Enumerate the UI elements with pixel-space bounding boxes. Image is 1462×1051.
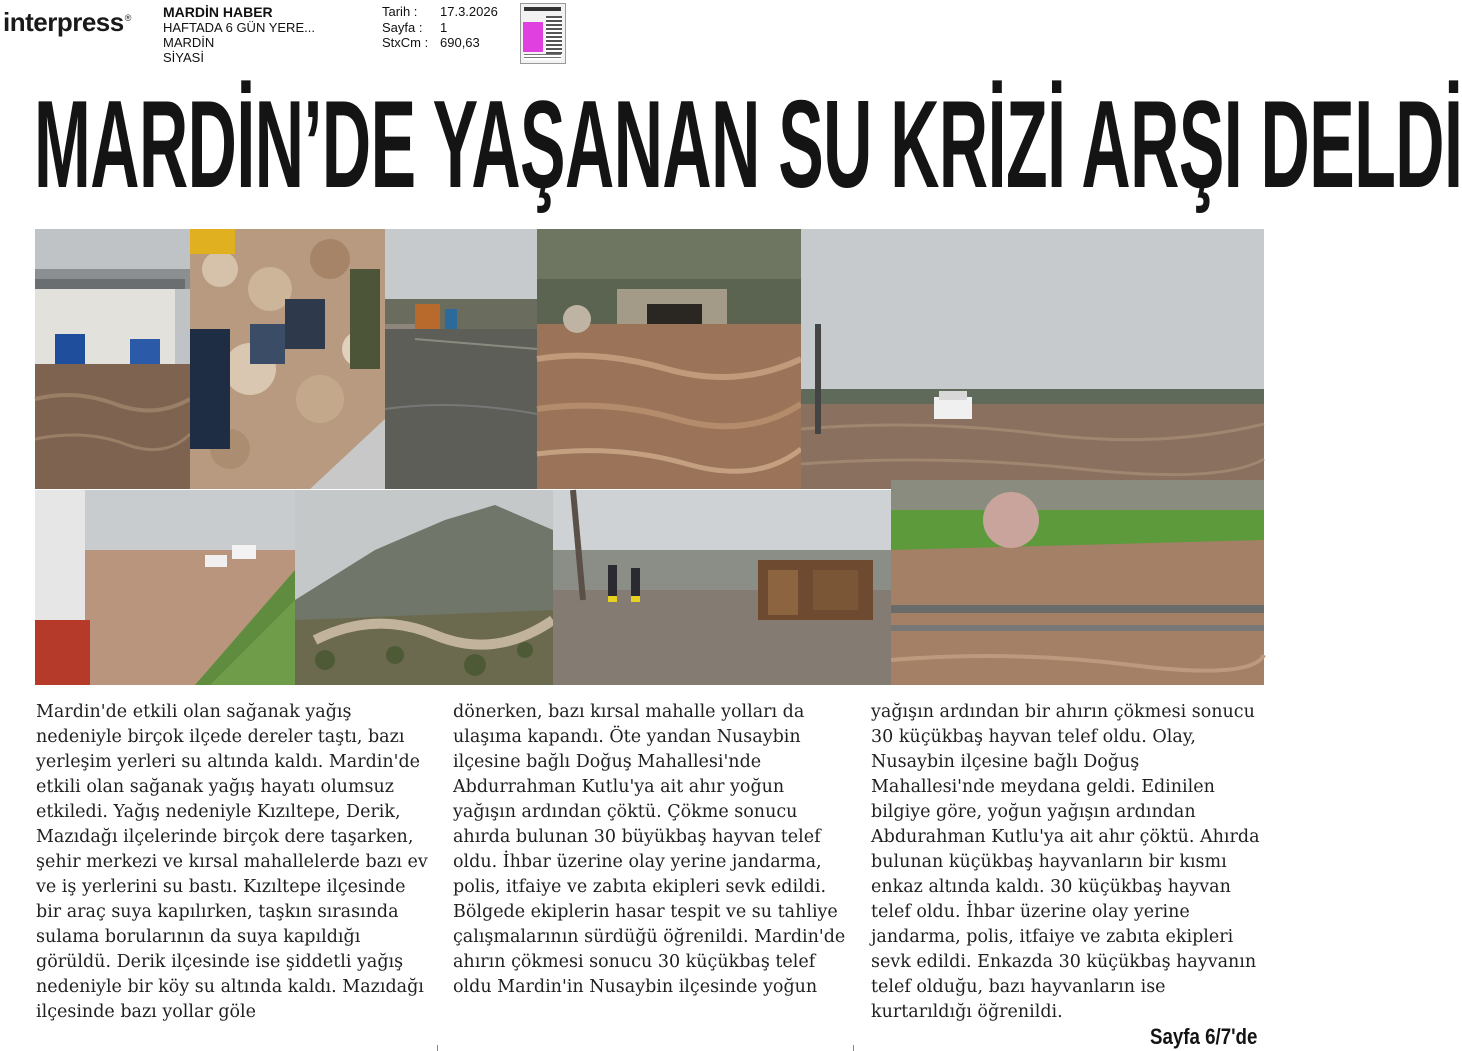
meta-label: Tarih : [382,4,418,19]
photo-collapsed-barn [553,490,891,685]
column-separator [437,1045,438,1051]
meta-row-page [382,20,498,36]
article-column-1: Mardin'de etkili olan sağanak yağış nedeniyle birçok ilçede dereler taştı, bazı yerleşim yerleri su altında kaldı. Mardin'de etkili olan sağanak yağış hayatı olumsuz etkiledi. Yağış nedeniyle Kızıltepe, Derik, Mazıdağı ilçelerinde birçok dere taşarken, şehir merkezi ve kırsal mahallelerde bazı ev ve iş yerlerini su bastı. Kızıltepe ilçesinde bir araç suya kapılırken, taşkın sırasında sulama borularının da suya kapıldığı görüldü. Derik ilçesinde ise şiddetli yağış nedeniyle bir köy su altında kaldı. Mazıdağı ilçesinde bazı yollar göle [36,702,428,1022]
column-separator [853,1045,854,1051]
photo-culvert-torrent [537,229,801,489]
photo-flooded-yard [385,229,537,489]
photo-mountain-valley-flood [295,490,553,685]
publication-frequency: HAFTADA 6 GÜN YERE... [163,20,315,35]
publication-info [163,5,315,65]
meta-label: StxCm : [382,35,429,50]
article-column-3: yağışın ardından bir ahırın çökmesi sonucu 30 küçükbaş hayvan telef oldu. Olay, Nusaybin ilçesine bağlı Doğuş Mahallesi'nde meydana geldi. Edinilen bilgiye göre, yoğun yağışın ardından Abdurahman Kutlu'ya ait ahır çöktü. Ahırda bulunan küçükbaş hayvanların bir kısmı enkaz altında kaldı. 30 küçükbaş hayvan telef oldu. İhbar üzerine olay yerine jandarma, polis, itfaiye ve zabıta ekipleri sevk edildi. Enkazda 30 küçükbaş hayvanın telef olduğu, bazı hayvanların ise kurtarıldığı öğrenildi. [871,702,1260,1022]
headline: MARDİN’DE YAŞANAN SU KRİZİ ARŞI DELDİ [34,76,1462,214]
meta-value: 1 [440,19,448,35]
interpress-logo [3,7,131,38]
meta-label: Sayfa : [382,19,423,35]
clipping-metadata [382,4,498,51]
photo-river-bridge [891,480,1264,685]
photo-rescue-rubble [190,229,385,489]
photo-flooded-building [35,229,190,489]
logo-text: interpress [3,7,124,37]
publication-city: MARDİN [163,35,215,50]
continued-page-reference: Sayfa 6/7'de [1150,1024,1258,1049]
publication-category: SİYASİ [163,50,204,65]
page-thumbnail[interactable] [520,3,566,64]
registered-mark: ® [124,13,131,24]
meta-value: 690,63 [440,35,480,50]
publication-name: MARDİN HABER [163,4,273,20]
meta-row-stxcm [382,35,498,51]
meta-value: 17.3.2026 [440,4,498,19]
photo-flooded-road-car [801,229,1264,489]
article-column-2: dönerken, bazı kırsal mahalle yolları da ulaşıma kapandı. Öte yandan Nusaybin ilçesine bağlı Doğuş Mahallesi'nde Abdurrahman Kutlu'ya ait ahır yoğun yağışın ardından çöktü. Çökme sonucu ahırda bulunan 30 büyükbaş hayvan telef oldu. İhbar üzerine olay yerine jandarma, polis, itfaiye ve zabıta ekipleri sevk edildi. Bölgede ekiplerin hasar tespit ve su tahliye çalışmalarının sürdüğü öğrenildi. Mardin'de ahırın çökmesi sonucu 30 küçükbaş telef oldu Mardin'in Nusaybin ilçesinde yoğun [453,702,846,997]
meta-row-date [382,4,498,20]
photo-truck-flood [35,490,295,685]
